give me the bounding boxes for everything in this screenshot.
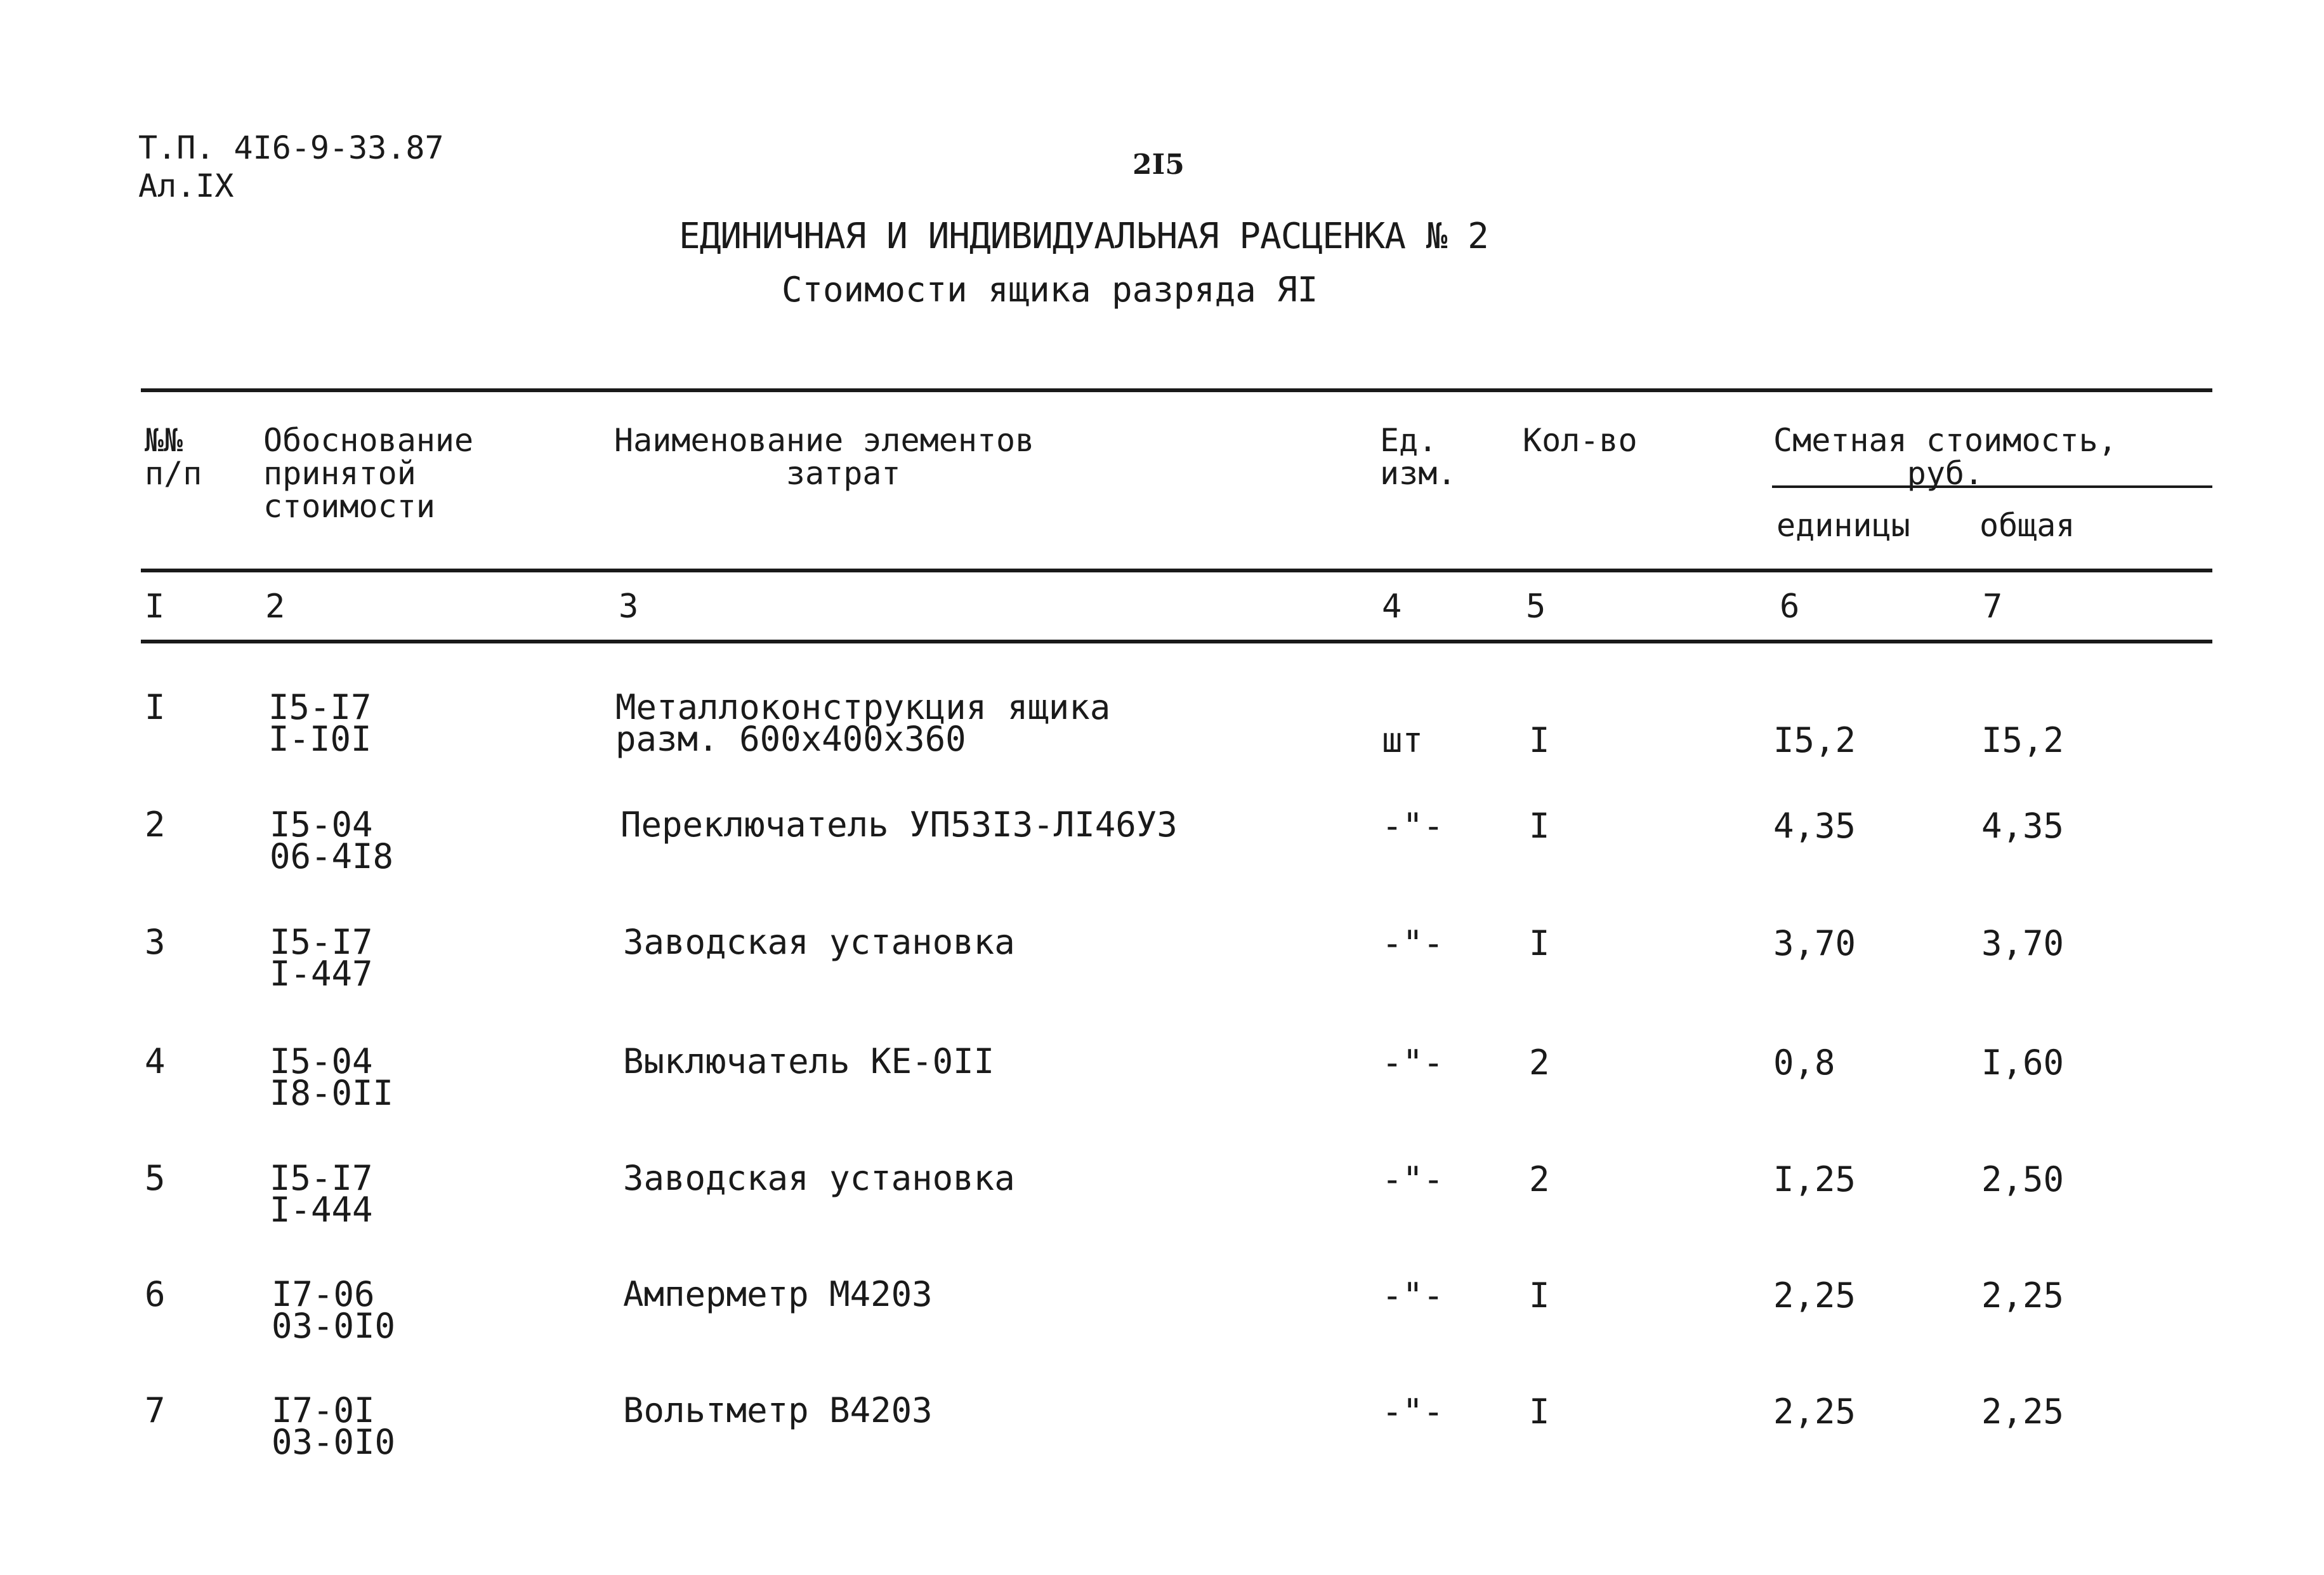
row-basis: I7-0I 03-0I0 — [272, 1390, 396, 1462]
row-unit-cost: 3,70 — [1773, 923, 1856, 963]
row-unit-cost: 4,35 — [1773, 806, 1856, 846]
row-unit: -"- — [1382, 1159, 1444, 1199]
row-basis: I5-04 I8-0II — [270, 1041, 394, 1113]
row-basis: I7-06 03-0I0 — [272, 1274, 396, 1346]
header-col-quantity: Кол-во — [1523, 422, 1638, 459]
album-ref: Ал.IX — [138, 168, 234, 204]
column-number-3: 3 — [619, 588, 639, 626]
row-total: 3,70 — [1981, 923, 2065, 963]
row-unit-cost: 0,8 — [1773, 1043, 1835, 1083]
row-quantity: 2 — [1529, 1043, 1550, 1083]
row-total: I5,2 — [1981, 720, 2065, 760]
column-numbers-rule — [141, 640, 2212, 643]
row-item-name: Заводская установка — [623, 922, 1015, 962]
header-cost-group: Сметная стоимость, руб. — [1773, 422, 2117, 492]
header-col-total: общая — [1979, 507, 2075, 544]
row-unit: -"- — [1382, 1392, 1444, 1432]
row-number: 7 — [145, 1390, 166, 1430]
row-number: 5 — [145, 1158, 166, 1198]
document-ref: Т.П. 4I6-9-33.87 — [138, 129, 444, 166]
row-basis: I5-I7 I-I0I — [268, 687, 372, 759]
table-top-rule — [141, 388, 2212, 392]
header-bottom-rule — [141, 569, 2212, 572]
page-number: 2I5 — [1132, 148, 1185, 181]
page-title: ЕДИНИЧНАЯ И ИНДИВИДУАЛЬНАЯ РАСЦЕНКА № 2 — [679, 216, 1488, 257]
row-total: 2,25 — [1981, 1392, 2065, 1432]
row-item-name: Вольтметр В4203 — [623, 1390, 933, 1430]
row-number: 2 — [145, 805, 166, 845]
header-col-unit-cost: единицы — [1776, 507, 1910, 544]
column-number-2: 2 — [265, 588, 286, 626]
row-item-name: Выключатель КЕ-0II — [623, 1041, 995, 1081]
row-basis: I5-I7 I-444 — [270, 1158, 373, 1230]
row-total: 2,50 — [1981, 1159, 2065, 1199]
column-number-1: I — [145, 588, 165, 626]
header-col-number: №№ п/п — [145, 422, 202, 492]
row-unit-cost: 2,25 — [1773, 1275, 1856, 1315]
header-col-name: Наименование элементов затрат — [614, 422, 1035, 492]
row-item-name: Заводская установка — [623, 1158, 1015, 1198]
row-quantity: I — [1529, 1275, 1550, 1315]
column-number-6: 6 — [1780, 588, 1800, 626]
row-quantity: I — [1529, 806, 1550, 846]
row-unit-cost: I5,2 — [1773, 720, 1856, 760]
row-number: 3 — [145, 922, 166, 962]
row-total: I,60 — [1981, 1043, 2065, 1083]
page-subtitle: Стоимости ящика разряда ЯI — [782, 270, 1318, 310]
column-number-4: 4 — [1382, 588, 1402, 626]
row-quantity: I — [1529, 923, 1550, 963]
row-unit: -"- — [1382, 1043, 1444, 1083]
column-number-5: 5 — [1526, 588, 1546, 626]
row-unit-cost: I,25 — [1773, 1159, 1856, 1199]
row-quantity: I — [1529, 720, 1550, 760]
row-quantity: I — [1529, 1392, 1550, 1432]
header-col-unit: Ед. изм. — [1380, 422, 1457, 492]
row-number: I — [145, 687, 166, 727]
row-quantity: 2 — [1529, 1159, 1550, 1199]
row-unit: -"- — [1382, 923, 1444, 963]
row-number: 6 — [145, 1274, 166, 1314]
row-item-name: Металлоконструкция ящика разм. 600х400х360 — [615, 687, 1111, 759]
header-col-basis: Обоснование принятой стоимости — [263, 422, 474, 525]
row-total: 2,25 — [1981, 1275, 2065, 1315]
row-number: 4 — [145, 1041, 166, 1081]
row-item-name: Амперметр М4203 — [623, 1274, 933, 1314]
row-basis: I5-I7 I-447 — [270, 922, 373, 994]
row-unit-cost: 2,25 — [1773, 1392, 1856, 1432]
row-basis: I5-04 06-4I8 — [270, 805, 394, 876]
row-unit: -"- — [1382, 806, 1444, 846]
row-item-name: Переключатель УП53I3-ЛI46У3 — [620, 805, 1178, 845]
row-unit: шт — [1382, 720, 1424, 760]
row-unit: -"- — [1382, 1275, 1444, 1315]
row-total: 4,35 — [1981, 806, 2065, 846]
column-number-7: 7 — [1983, 588, 2003, 626]
